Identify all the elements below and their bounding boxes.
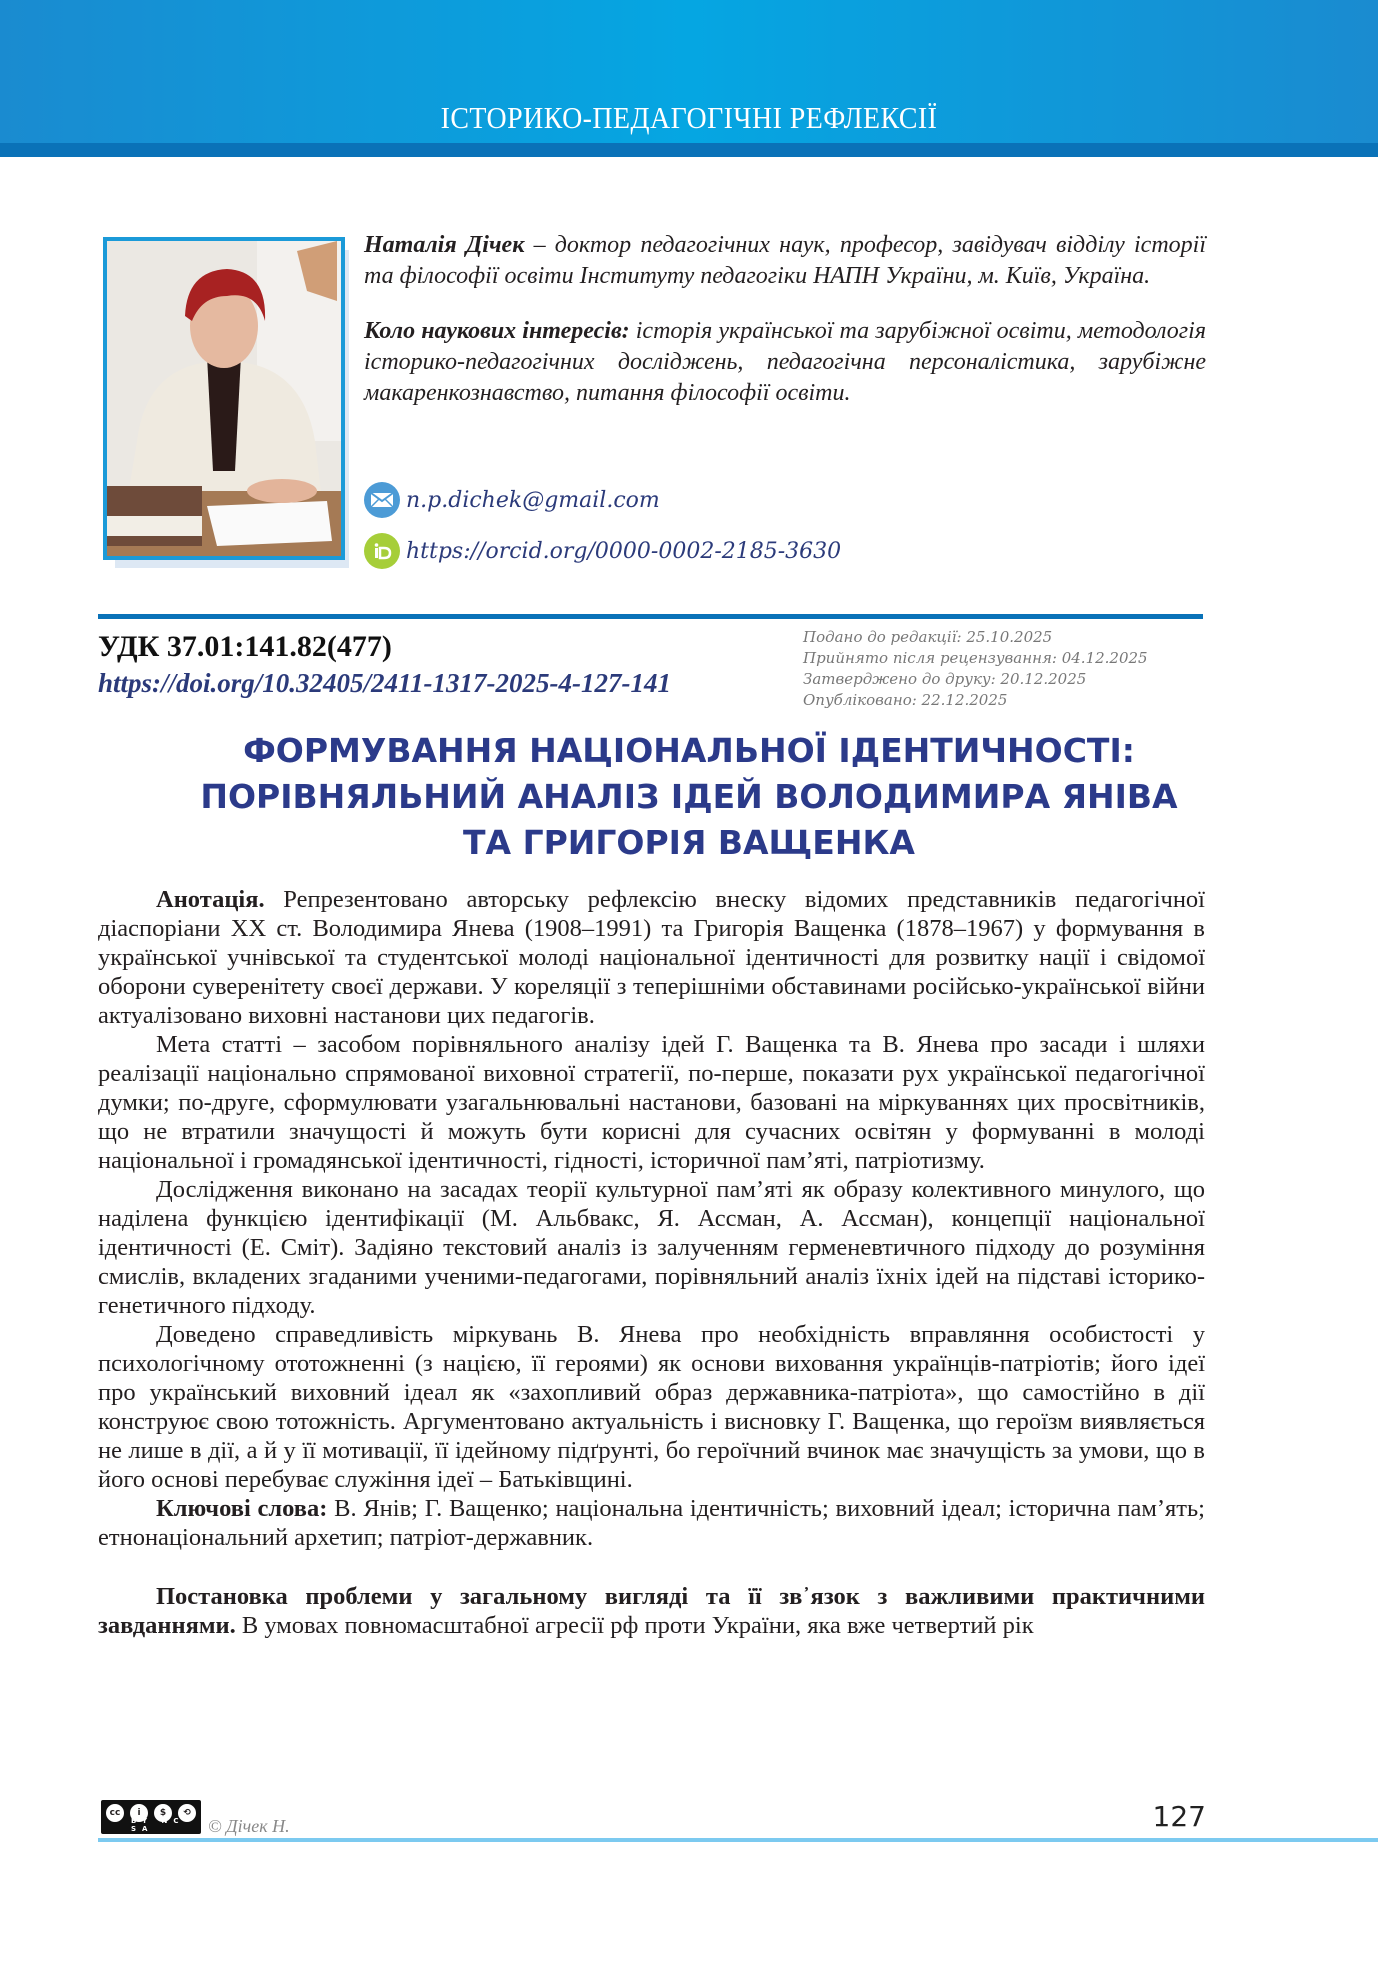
author-info xyxy=(364,230,1206,409)
title-line-3: ТА ГРИГОРІЯ ВАЩЕНКА xyxy=(463,823,915,862)
article-body xyxy=(98,885,1205,1640)
date-published: Опубліковано: 22.12.2025 xyxy=(803,691,1008,709)
section-title: ІСТОРИКО-ПЕДАГОГІЧНІ РЕФЛЕКСІЇ xyxy=(440,100,938,135)
header-strip xyxy=(0,143,1378,157)
author-interests xyxy=(364,316,1206,409)
author-portrait-image xyxy=(107,241,341,556)
section-heading: Постановка проблеми у загальному вигляді та її зв᾿язок з важливими практичними завданнями. xyxy=(98,1583,1205,1639)
abstract-label: Анотація. xyxy=(156,886,265,913)
article-title xyxy=(100,728,1278,866)
author-credentials: – доктор педагогічних наук, професор, завідувач відділу історії та філософії освіти Інституту педагогіки НАПН України, м. Київ, Україна. xyxy=(364,232,1207,289)
nc-icon: $ xyxy=(152,1802,174,1824)
orcid-icon xyxy=(364,533,400,569)
interests-text: історія української та зарубіжної освіти, методологія історико-педагогічних досліджень, педагогічна персоналістика, зарубіжне макаренкознавство, питання філософії освіти. xyxy=(364,318,1206,406)
methods-paragraph: Дослідження виконано на засадах теорії культурної пам’яті як образу колективного минулого, що наділена функцією ідентифікації (М. Альбвакс, Я. Ассман, А. Ассман), концепції національної ідентичності (Е. Сміт). Задіяно текстовий аналіз із залученням герменевтичного підходу до розуміння смислів, вкладених згаданими ученими-педагогами, порівняльний аналіз їхніх ідей на підставі історико-генетичного підходу. xyxy=(98,1176,1205,1319)
publication-dates xyxy=(803,627,1148,711)
orcid-link[interactable]: https://orcid.org/0000-0002-2185-3630 xyxy=(406,538,842,564)
cc-icon: cc xyxy=(104,1802,126,1824)
section-divider xyxy=(98,614,1203,619)
copyright: © Дічек Н. xyxy=(208,1816,290,1836)
orcid-row[interactable] xyxy=(364,533,841,569)
license-labels: BY NC SA xyxy=(131,1817,185,1833)
footer-line xyxy=(98,1838,1378,1842)
date-accepted: Прийнято після рецензування: 04.12.2025 xyxy=(803,649,1148,667)
cc-by-nc-sa-icon[interactable] xyxy=(101,1800,201,1834)
page-number: 127 xyxy=(1152,1800,1206,1833)
keywords-paragraph xyxy=(98,1494,1205,1552)
aim-paragraph: Мета статті – засобом порівняльного аналізу ідей Г. Ващенка та В. Янева про засади і шляхи реалізації національно спрямованої виховної стратегії, по-перше, показати рух української педагогічної думки; по-друге, сформулювати узагальнювальні настанови, базовані на міркуваннях цих просвітників, що не втратили значущості й можуть бути корисні для сучасних освітян у формуванні в молоді національної і громадянської ідентичності, гідності, історичної пам’яті, патріотизму. xyxy=(98,1031,1205,1174)
problem-statement-paragraph xyxy=(98,1582,1205,1640)
author-photo xyxy=(103,237,345,560)
abstract-paragraph xyxy=(98,885,1205,1030)
abstract-text: Репрезентовано авторську рефлексію внеску відомих представників педагогічної діаспоріани XX ст. Володимира Янева (1908–1991) та Григорія Ващенка (1878–1967) у формування в української учнівської та студентської молоді національної ідентичності для розвитку нації і свідомої оборони суверенітету своєї держави. У кореляції з теперішніми обставинами російсько-української війни актуалізовано виховні настанови цих педагогів. xyxy=(98,886,1205,1029)
email-link[interactable]: n.p.dichek@gmail.com xyxy=(406,487,660,513)
author-name: Наталія Дічек xyxy=(364,232,525,258)
udk-code: УДК 37.01:141.82(477) xyxy=(98,630,392,663)
date-approved: Затверджено до друку: 20.12.2025 xyxy=(803,670,1087,688)
title-line-1: ФОРМУВАННЯ НАЦІОНАЛЬНОЇ ІДЕНТИЧНОСТІ: xyxy=(243,731,1135,770)
envelope-icon xyxy=(364,482,400,518)
email-row[interactable] xyxy=(364,482,660,518)
results-paragraph: Доведено справедливість міркувань В. Янева про необхідність вправляння особистості у психологічному ототожненні (з нацією, її героями) як основи виховання українців-патріотів; його ідеї про український виховний ідеал як «захопливий образ державника-патріота», що самостійно в дії конструює свою тотожність. Аргументовано актуальність і висновку Г. Ващенка, що героїзм виявляється не лише в дії, а й у її мотивації, її ідейному підґрунті, бо героїчний вчинок має значущість за умови, що в його основі перебуває служіння ідеї – Батьківщині. xyxy=(98,1321,1205,1493)
title-line-2: ПОРІВНЯЛЬНИЙ АНАЛІЗ ІДЕЙ ВОЛОДИМИРА ЯНІВА xyxy=(200,777,1178,816)
keywords-label: Ключові слова: xyxy=(156,1495,328,1522)
sa-icon: ⟲ xyxy=(176,1802,198,1824)
doi-link[interactable]: https://doi.org/10.32405/2411-1317-2025-4-127-141 xyxy=(98,668,671,698)
author-bio xyxy=(364,230,1206,292)
keywords-text: В. Янів; Г. Ващенко; національна ідентичність; виховний ідеал; історична пам’ять; етнонаціональний архетип; патріот-державник. xyxy=(98,1495,1205,1551)
section-text: В умовах повномасштабної агресії рф проти України, яка вже четвертий рік xyxy=(235,1612,1034,1639)
by-icon: i xyxy=(128,1802,150,1824)
date-submitted: Подано до редакції: 25.10.2025 xyxy=(803,628,1053,646)
interests-label: Коло наукових інтересів: xyxy=(364,318,630,344)
